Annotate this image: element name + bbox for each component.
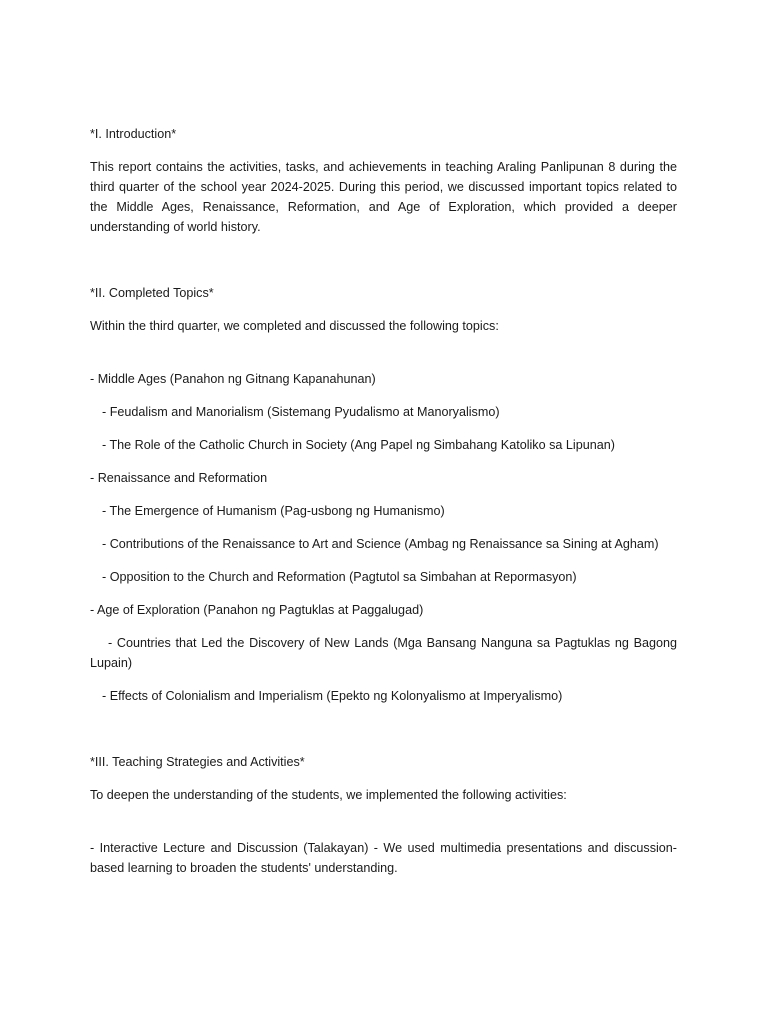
section-heading-teaching-strategies: *III. Teaching Strategies and Activities* xyxy=(90,755,305,769)
teaching-strategies-lead: To deepen the understanding of the students, we implemented the following activities: xyxy=(90,788,567,802)
subtopic-item: - Opposition to the Church and Reformation (Pagtutol sa Simbahan at Repormasyon) xyxy=(102,570,577,584)
introduction-paragraph: This report contains the activities, tasks, and achievements in teaching Araling Panlipunan 8 during the third quarter of the school year 2024-2025. During this period, we discussed important topics related to the Middle Ages, Renaissance, Reformation, and Age of Exploration, which provided a deeper understanding of world history. xyxy=(90,160,677,234)
subtopic-item: - Feudalism and Manorialism (Sistemang Pyudalismo at Manoryalismo) xyxy=(102,405,500,419)
subtopic-item: - The Role of the Catholic Church in Society (Ang Papel ng Simbahang Katoliko sa Lipunan) xyxy=(102,438,615,452)
subtopic-item: - The Emergence of Humanism (Pag-usbong ng Humanismo) xyxy=(102,504,445,518)
topic-item: - Middle Ages (Panahon ng Gitnang Kapanahunan) xyxy=(90,372,376,386)
activity-item: - Interactive Lecture and Discussion (Talakayan) - We used multimedia presentations and discussion-based learning to broaden the students' understanding. xyxy=(90,841,677,875)
section-heading-completed-topics: *II. Completed Topics* xyxy=(90,286,214,300)
subtopic-item: - Effects of Colonialism and Imperialism (Epekto ng Kolonyalismo at Imperyalismo) xyxy=(102,689,563,703)
completed-topics-lead: Within the third quarter, we completed and discussed the following topics: xyxy=(90,319,499,333)
subtopic-item: - Contributions of the Renaissance to Art and Science (Ambag ng Renaissance sa Sining at Agham) xyxy=(102,537,659,551)
section-heading-introduction: *I. Introduction* xyxy=(90,127,177,141)
subtopic-item: - Countries that Led the Discovery of New Lands (Mga Bansang Nanguna sa Pagtuklas ng Bagong Lupain) xyxy=(90,636,677,670)
topic-item: - Age of Exploration (Panahon ng Pagtuklas at Paggalugad) xyxy=(90,603,424,617)
topic-item: - Renaissance and Reformation xyxy=(90,471,268,485)
document-page xyxy=(90,124,677,878)
